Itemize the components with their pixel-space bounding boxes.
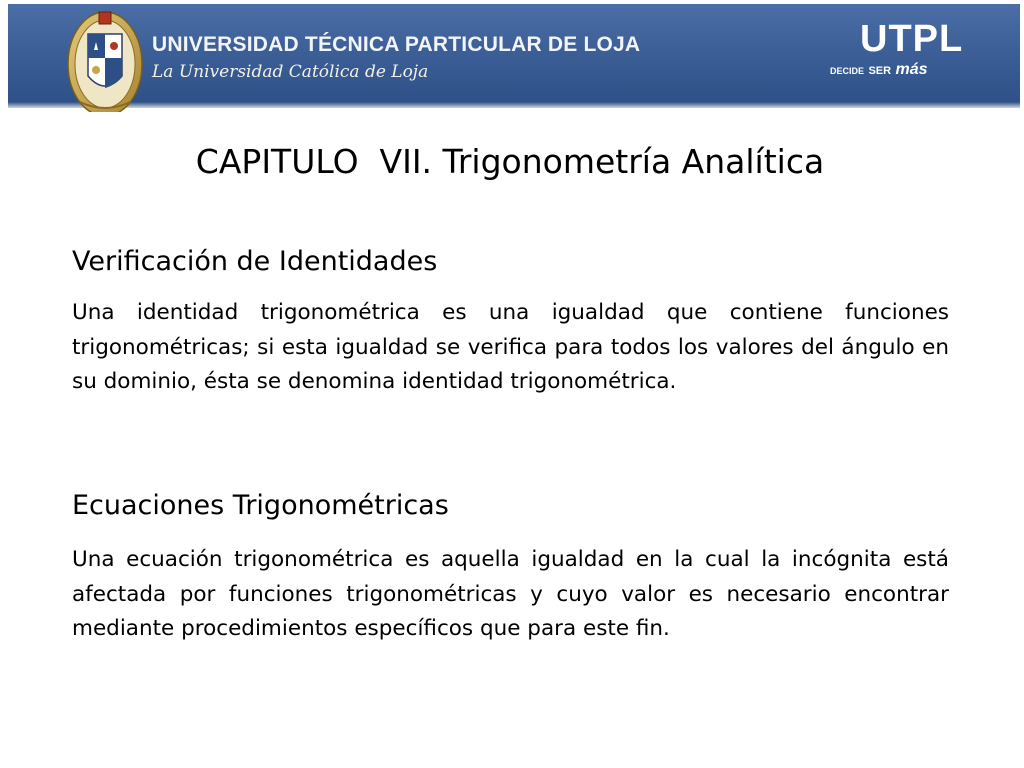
section-body-equations: Una ecuación trigonométrica es aquella igualdad en la cual la incógnita está afectada por funciones trigonométricas y cuyo valor es necesario encontrar mediante procedimientos específicos que para este fin. <box>72 547 949 641</box>
university-tagline: La Universidad Católica de Loja <box>152 62 429 82</box>
slogan-part-1: DECIDE <box>830 66 865 76</box>
section-heading-equations: Ecuaciones Trigonométricas <box>72 490 449 521</box>
section-heading-identities: Verificación de Identidades <box>72 246 438 277</box>
slogan-part-3: más <box>895 61 928 78</box>
slide-title: CAPITULO VII. Trigonometría Analítica <box>195 142 825 181</box>
brand-logo-text: UTPL <box>860 18 964 60</box>
brand-slogan <box>830 62 928 79</box>
university-name: UNIVERSIDAD TÉCNICA PARTICULAR DE LOJA <box>152 33 641 56</box>
university-seal-icon <box>66 6 144 112</box>
section-body-identities: Una identidad trigonométrica es una igualdad que contiene funciones trigonométricas; si esta igualdad se verifica para todos los valores del ángulo en su dominio, ésta se denomina identidad trigonométrica. <box>72 300 949 394</box>
header-banner <box>0 0 1024 112</box>
slogan-part-2: SER <box>868 65 892 77</box>
